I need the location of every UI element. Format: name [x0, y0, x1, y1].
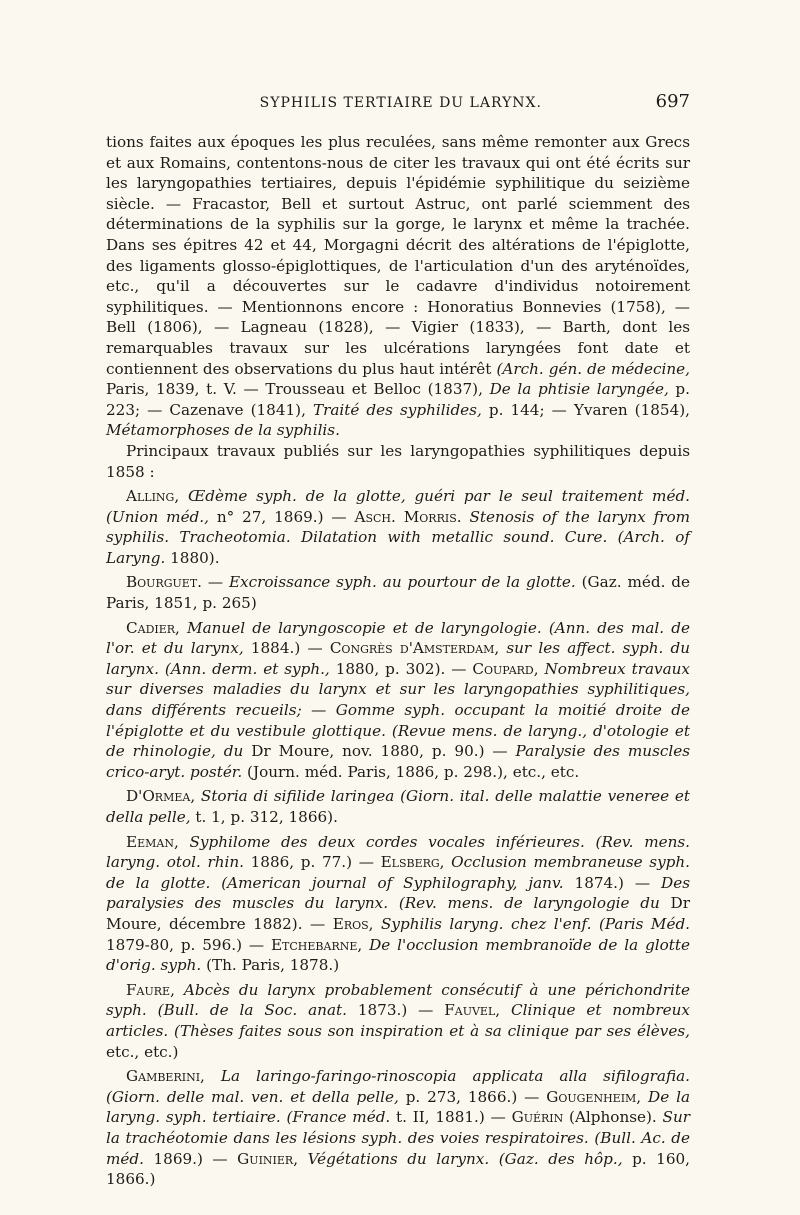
text-run: (Arch. gén. de médecine,: [496, 359, 691, 378]
text-run: Métamorphoses de la syphilis.: [106, 421, 340, 440]
bib-entry-eeman: [106, 832, 690, 976]
text-run: Nombreux travaux sur diverses maladies du larynx et sur les laryngopathies syphilitiques, dans différents recueils; — Gomme syph. occupant la moitié droite de l'épiglotte et du vestibule glottique. (Revue mens. de laryng., d'otologie et de rhinologie, du: [106, 659, 690, 761]
text-run: 1869.) —: [143, 1149, 238, 1168]
bib-entry-gamberini: [106, 1066, 690, 1190]
text-run: Fauvel,: [444, 1001, 501, 1020]
text-run: n° 27, 1869.) —: [208, 507, 355, 526]
text-run: Œdème syph. de la glotte, guéri par le seul traitement méd. (Union méd.,: [106, 487, 690, 526]
text-run: sur les affect. syph. du larynx. (Ann. derm. et syph.,: [106, 639, 691, 678]
text-run: p. 273, 1866.) —: [398, 1087, 547, 1106]
text-run: Traité des syphilides,: [312, 400, 482, 419]
text-run: Excroissance syph. au pourtour de la glotte.: [228, 573, 576, 592]
text-run: 1880, p. 302). —: [329, 659, 473, 678]
text-run: Cadier,: [126, 618, 180, 637]
running-head: [106, 92, 690, 132]
text-run: p. 160, 1866.): [106, 1149, 690, 1189]
text-run: —: [201, 573, 229, 592]
bib-entry-dormea: [106, 786, 690, 827]
text-run: Faure,: [126, 980, 175, 999]
paragraph-history: [106, 132, 690, 441]
text-run: Des paralysies des muscles du larynx. (Rev. mens. de laryngologie du: [106, 873, 691, 913]
text-run: (Journ. méd. Paris, 1886, p. 298.), etc., etc.: [242, 762, 580, 781]
text-run: Alling,: [126, 487, 180, 506]
text-run: Principaux travaux publiés sur les laryngopathies syphilitiques depuis 1858 :: [106, 441, 690, 481]
text-run: Guinier,: [237, 1149, 299, 1168]
text-run: 1879-80, p. 596.) —: [106, 935, 271, 954]
text-run: Eeman,: [126, 832, 179, 851]
text-run: Bourguet.: [126, 573, 202, 592]
text-run: De la laryng. syph. tertiaire. (France méd.: [106, 1087, 690, 1127]
text-run: Occlusion membraneuse syph. de la glotte. (American journal of Syphilography, janv.: [106, 853, 691, 892]
text-run: Abcès du larynx probablement consécutif à une périchondrite syph. (Bull. de la Soc. anat.: [106, 980, 690, 1020]
text-run: Paralysie des muscles crico-aryt. postér.: [106, 742, 691, 781]
text-run: 1884.) —: [243, 639, 330, 658]
text-run: Eros,: [332, 914, 374, 933]
page: [106, 92, 690, 1190]
bib-entry-faure: [106, 980, 690, 1062]
text-run: 1880).: [165, 548, 220, 567]
text-run: 1886, p. 77.) —: [243, 853, 381, 872]
text-run: Elsberg,: [380, 853, 445, 872]
text-run: Syphilome des deux cordes vocales inférieures. (Rev. mens. laryng. otol. rhin.: [106, 832, 690, 872]
text-run: 1874.) —: [563, 873, 662, 892]
bib-entry-bourguet: [106, 572, 690, 613]
text-run: Congrès d'Amsterdam,: [329, 639, 500, 658]
text-run: Guérin: [511, 1108, 564, 1127]
text-run: tions faites aux époques les plus reculées, sans même remonter aux Grecs et aux Romains, contentons-nous de citer les travaux qui ont été écrits sur les laryngopathies tertiaires, depuis l'épidémie syphilitique du seizième siècle. — Fracastor, Bell et surtout Astruc, ont parlé sciemment des déterminations de la syphilis sur la gorge, le larynx et même la trachée. Dans ses épitres 42 et 44, Morgagni décrit des altérations de l'épiglotte, des ligaments glosso-épiglottiques, de l'articulation d'un des aryténoïdes, etc., qu'il a découvertes sur le cadavre d'individus notoirement syphilitiques. — Mentionnons encore : Honoratius Bonnevies (1758), — Bell (1806), — Lagneau (1828), — Vigier (1833), — Barth, dont les remarquables travaux sur les ulcérations laryngées font date et contiennent des observations du plus haut intérêt: [106, 133, 690, 378]
text-run: Végétations du larynx. (Gaz. des hôp.,: [298, 1149, 623, 1168]
text-run: Clinique et nombreux articles. (Thèses faites sous son inspiration et à sa clinique par ses élèves,: [106, 1001, 690, 1040]
text-run: (Th. Paris, 1878.): [201, 956, 340, 975]
text-run: Sur la trachéotomie dans les lésions syph. des voies respiratoires. (Bull. Ac. de méd.: [106, 1108, 690, 1168]
text-run: Dr Moure, décembre 1882). —: [106, 894, 690, 933]
text-run: Asch. Morris.: [354, 507, 462, 526]
running-title: SYPHILIS TERTIAIRE DU LARYNX.: [259, 95, 542, 111]
text-run: (Alphonse).: [563, 1108, 663, 1127]
bib-entry-alling: [106, 486, 690, 568]
text-run: Storia di sifilide laringea (Giorn. ital. delle malattie veneree et della pelle,: [106, 787, 690, 826]
text-run: p. 223; — Cazenave (1841),: [106, 380, 690, 419]
bib-entry-cadier: [106, 618, 690, 783]
text-run: La laringo-faringo-rinoscopia applicata alla sifilografia. (Giorn. delle mal. ven. et della pelle,: [106, 1067, 690, 1106]
paragraph-intro-list: [106, 441, 690, 482]
text-run: Manuel de laryngoscopie et de laryngologie. (Ann. des mal. de l'or. et du larynx,: [106, 618, 690, 658]
text-run: etc., etc.): [106, 1042, 179, 1061]
text-run: 1873.) —: [346, 1001, 445, 1020]
text-run: De la phtisie laryngée,: [489, 380, 669, 399]
text-run: Etchebarne,: [270, 935, 363, 954]
text-run: t. II, 1881.) —: [390, 1108, 512, 1127]
text-run: Paris, 1839, t. V. — Trousseau et Belloc (1837),: [106, 380, 490, 399]
text-run: t. 1, p. 312, 1866).: [190, 808, 338, 826]
text-run: Syphilis laryng. chez l'enf. (Paris Méd.: [373, 914, 690, 933]
text-run: p. 144; — Yvaren (1854),: [481, 400, 690, 419]
text-run: Stenosis of the larynx from syphilis. Tracheotomia. Dilatation with metallic sound. Cure. (Arch. of Laryng.: [106, 507, 691, 567]
text-run: Gougenheim,: [546, 1087, 642, 1106]
text-run: (Gaz. méd. de Paris, 1851, p. 265): [106, 573, 690, 613]
text-run: De l'occlusion membranoïde de la glotte d'orig. syph.: [106, 935, 690, 975]
text-run: Dr Moure, nov. 1880, p. 90.) —: [243, 742, 516, 761]
text-run: Gamberini,: [126, 1067, 205, 1086]
text-run: D'Ormea,: [126, 787, 196, 806]
page-number: 697: [655, 91, 690, 112]
text-run: Coupard,: [472, 659, 539, 678]
